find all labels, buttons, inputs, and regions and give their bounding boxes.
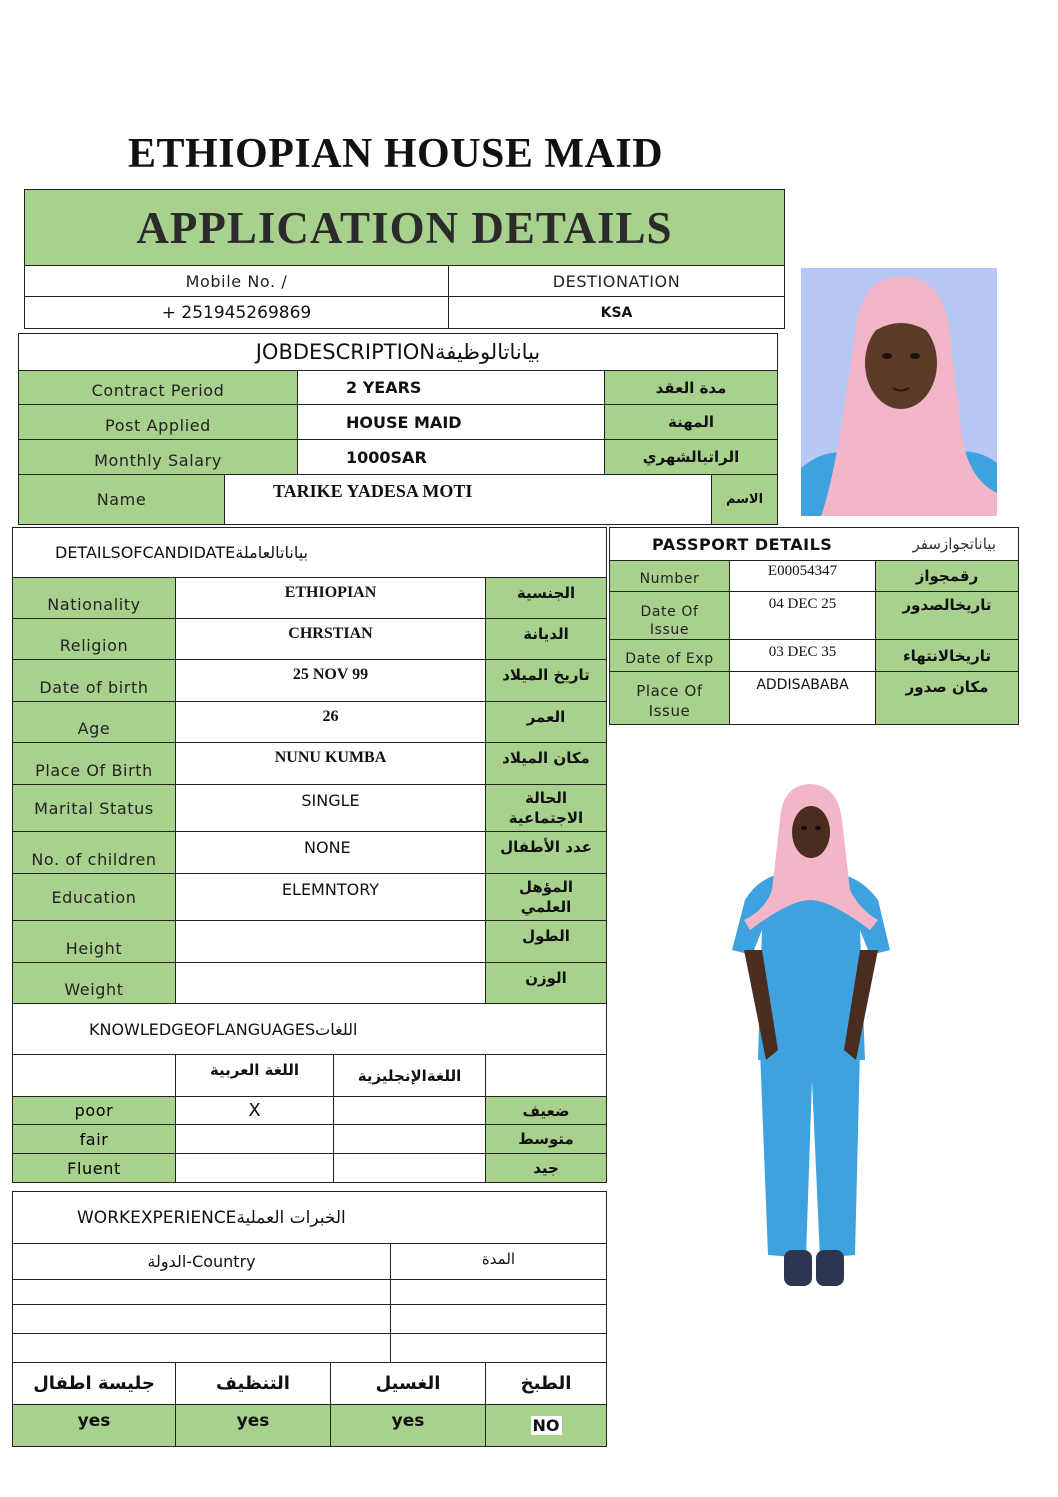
skill-babysitting-value: yes bbox=[12, 1404, 176, 1447]
skill-cooking-label: الطبخ bbox=[485, 1362, 607, 1405]
work-row-1-period bbox=[390, 1279, 607, 1305]
work-row-1-country bbox=[12, 1279, 391, 1305]
name-ar: الاسم bbox=[711, 474, 778, 525]
name-value: TARIKE YADESA MOTI bbox=[224, 474, 712, 525]
lang-fair-ar: متوسط bbox=[485, 1124, 607, 1154]
nationality-value: ETHIOPIAN bbox=[175, 577, 486, 619]
lang-poor-label: poor bbox=[12, 1096, 176, 1125]
full-body-photo bbox=[720, 780, 900, 1295]
mobile-label: Mobile No. / bbox=[24, 265, 449, 297]
period-column-header: المدة bbox=[390, 1243, 607, 1280]
issue-place-ar: مكان صدور bbox=[875, 671, 1019, 725]
passport-header-ar: بياناتجوازسفر bbox=[912, 535, 996, 553]
skill-washing-label: الغسيل bbox=[330, 1362, 486, 1405]
passport-number-value: E00054347 bbox=[729, 560, 876, 592]
work-experience-header: WORKEXPERIENCEالخبرات العملية bbox=[12, 1191, 607, 1244]
job-description-header: JOBDESCRIPTIONبياناتالوظيفة bbox=[18, 333, 778, 371]
lang-poor-ar: ضعيف bbox=[485, 1096, 607, 1125]
height-ar: الطول bbox=[485, 920, 607, 963]
age-ar: العمر bbox=[485, 701, 607, 743]
religion-ar: الديانة bbox=[485, 618, 607, 660]
weight-value bbox=[175, 962, 486, 1004]
languages-header: KNOWLEDGEOFLANGUAGESاللغات bbox=[12, 1003, 607, 1055]
education-value: ELEMNTORY bbox=[175, 873, 486, 921]
work-row-2-country bbox=[12, 1304, 391, 1334]
education-label: Education bbox=[12, 873, 176, 921]
work-row-2-period bbox=[390, 1304, 607, 1334]
issue-place-value: ADDISABABA bbox=[729, 671, 876, 725]
nationality-label: Nationality bbox=[12, 577, 176, 619]
age-label: Age bbox=[12, 701, 176, 743]
destination-value: KSA bbox=[448, 296, 785, 329]
lang-poor-english bbox=[333, 1096, 486, 1125]
banner-text: APPLICATION DETAILS bbox=[136, 202, 673, 253]
weight-label: Weight bbox=[12, 962, 176, 1004]
mobile-value: + 251945269869 bbox=[24, 296, 449, 329]
marital-status-label: Marital Status bbox=[12, 784, 176, 832]
post-applied-value: HOUSE MAID bbox=[297, 404, 605, 440]
lang-fair-arabic bbox=[175, 1124, 334, 1154]
name-label: Name bbox=[18, 474, 225, 525]
arabic-language-column: اللغة العربية bbox=[175, 1054, 334, 1097]
marital-status-ar: الحالة الاجتماعية bbox=[485, 784, 607, 832]
lang-fluent-arabic bbox=[175, 1153, 334, 1183]
skill-babysitting-label: جليسة اطفال bbox=[12, 1362, 176, 1405]
post-applied-ar: المهنة bbox=[604, 404, 778, 440]
post-applied-label: Post Applied bbox=[18, 404, 298, 440]
expiry-date-value: 03 DEC 35 bbox=[729, 639, 876, 672]
religion-value: CHRSTIAN bbox=[175, 618, 486, 660]
lang-fair-label: fair bbox=[12, 1124, 176, 1154]
lang-fluent-ar: جيد bbox=[485, 1153, 607, 1183]
contract-period-ar: مدة العقد bbox=[604, 370, 778, 405]
issue-date-value: 04 DEC 25 bbox=[729, 591, 876, 640]
monthly-salary-label: Monthly Salary bbox=[18, 439, 298, 475]
candidate-header: DETAILSOFCANDIDATEبياناتالعاملة bbox=[12, 527, 607, 578]
lang-fluent-label: Fluent bbox=[12, 1153, 176, 1183]
passport-header bbox=[609, 527, 1019, 561]
date-of-birth-ar: تاريخ الميلاد bbox=[485, 659, 607, 702]
children-label: No. of children bbox=[12, 831, 176, 874]
date-of-birth-value: 25 NOV 99 bbox=[175, 659, 486, 702]
religion-label: Religion bbox=[12, 618, 176, 660]
destination-label: DESTIONATION bbox=[448, 265, 785, 297]
portrait-photo bbox=[801, 268, 997, 516]
height-label: Height bbox=[12, 920, 176, 963]
lang-poor-arabic: X bbox=[175, 1096, 334, 1125]
issue-place-label: Place Of Issue bbox=[609, 671, 730, 725]
children-ar: عدد الأطفال bbox=[485, 831, 607, 874]
lang-fair-english bbox=[333, 1124, 486, 1154]
page-title: ETHIOPIAN HOUSE MAID bbox=[128, 131, 664, 177]
expiry-date-label: Date of Exp bbox=[609, 639, 730, 672]
place-of-birth-label: Place Of Birth bbox=[12, 742, 176, 785]
application-banner bbox=[24, 189, 785, 266]
skill-cooking-value: NO bbox=[532, 1416, 560, 1435]
languages-blank-cell bbox=[485, 1054, 607, 1097]
english-language-column: اللغةالإنجليزية bbox=[333, 1054, 486, 1097]
weight-ar: الوزن bbox=[485, 962, 607, 1004]
children-value: NONE bbox=[175, 831, 486, 874]
nationality-ar: الجنسية bbox=[485, 577, 607, 619]
country-column-header: الدولة-Country bbox=[12, 1243, 391, 1280]
issue-date-label: Date Of Issue bbox=[609, 591, 730, 640]
marital-status-value: SINGLE bbox=[175, 784, 486, 832]
age-value: 26 bbox=[175, 701, 486, 743]
expiry-date-ar: تاريخالانتهاء bbox=[875, 639, 1019, 672]
contract-period-label: Contract Period bbox=[18, 370, 298, 405]
place-of-birth-value: NUNU KUMBA bbox=[175, 742, 486, 785]
work-row-3-period bbox=[390, 1333, 607, 1363]
passport-number-ar: رقمجواز bbox=[875, 560, 1019, 592]
skill-washing-value: yes bbox=[330, 1404, 486, 1447]
skill-cleaning-value: yes bbox=[175, 1404, 331, 1447]
passport-number-label: Number bbox=[609, 560, 730, 592]
languages-corner-cell bbox=[12, 1054, 176, 1097]
place-of-birth-ar: مكان الميلاد bbox=[485, 742, 607, 785]
skill-cleaning-label: التنظيف bbox=[175, 1362, 331, 1405]
issue-date-ar: تاريخالصدور bbox=[875, 591, 1019, 640]
date-of-birth-label: Date of birth bbox=[12, 659, 176, 702]
portrait-illustration bbox=[801, 268, 997, 516]
education-ar: المؤهل العلمي bbox=[485, 873, 607, 921]
full-body-illustration bbox=[720, 780, 900, 1295]
lang-fluent-english bbox=[333, 1153, 486, 1183]
passport-header-en: PASSPORT DETAILS bbox=[652, 534, 833, 554]
monthly-salary-value: 1000SAR bbox=[297, 439, 605, 475]
monthly-salary-ar: الراتبالشهري bbox=[604, 439, 778, 475]
skill-cooking-cell bbox=[485, 1404, 607, 1447]
contract-period-value: 2 YEARS bbox=[297, 370, 605, 405]
work-row-3-country bbox=[12, 1333, 391, 1363]
height-value bbox=[175, 920, 486, 963]
